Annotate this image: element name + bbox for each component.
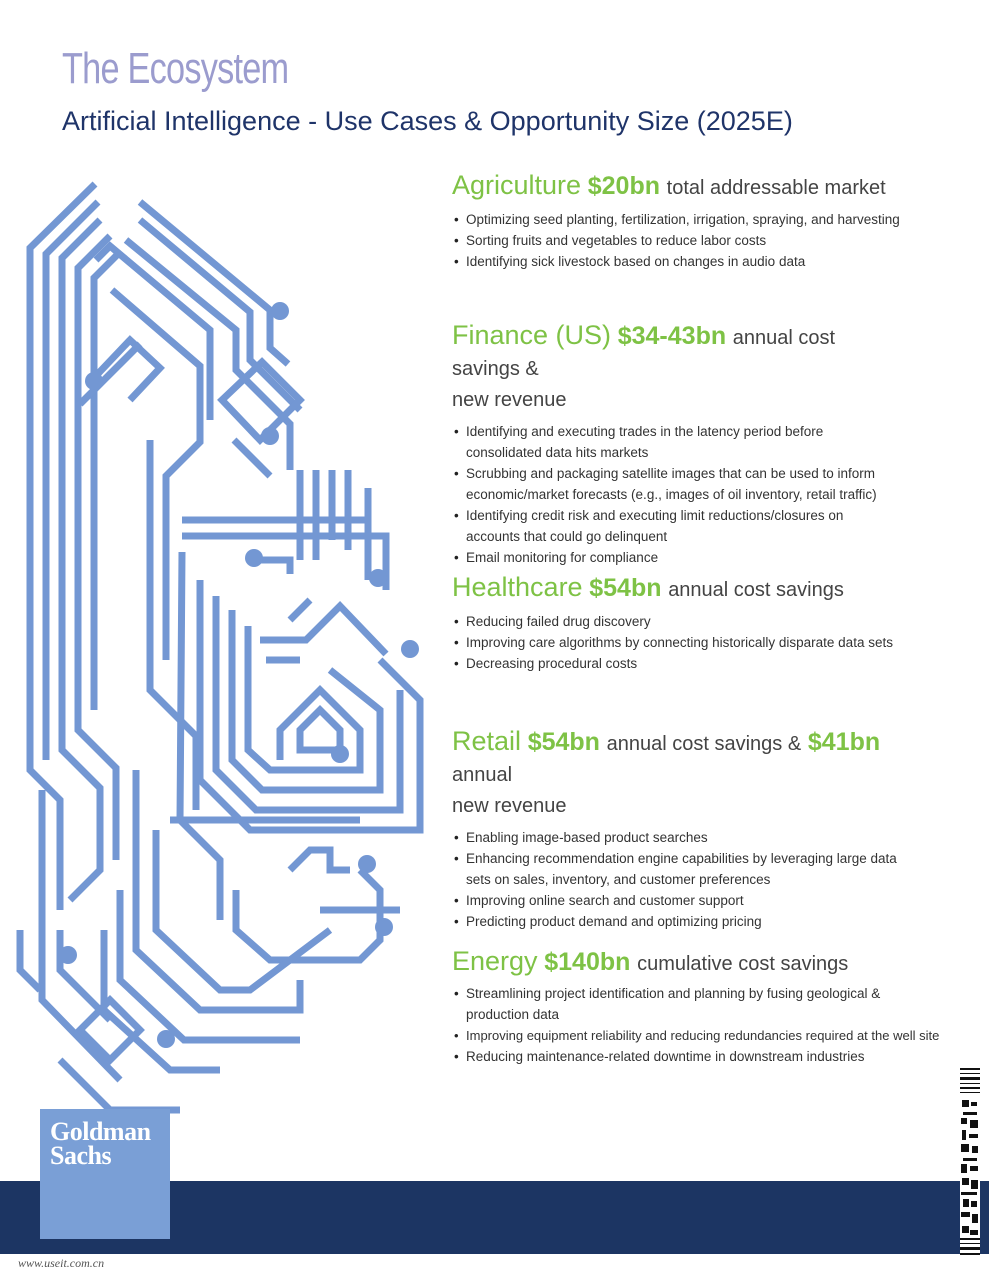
sector-name: Healthcare (452, 572, 583, 602)
bullet-list (452, 983, 952, 1067)
sector-amount-secondary: $41bn (807, 728, 881, 756)
list-item: • Identifying sick livestock based on changes in audio data (452, 251, 962, 272)
barcode-graphic (960, 1068, 980, 1256)
page-title: Artificial Intelligence - Use Cases & Opportunity Size (2025E) (62, 106, 793, 136)
sector-description: cumulative cost savings (637, 953, 849, 975)
list-item: • Predicting product demand and optimizing pricing (452, 911, 902, 932)
sector-name: Retail (452, 726, 522, 756)
section-heading (452, 320, 892, 415)
list-item: • Email monitoring for compliance (452, 547, 892, 568)
list-item: • Scrubbing and packaging satellite images that can be used to inform economic/market forecasts (e.g., images of oil inventory, retail traffic) (452, 463, 892, 505)
section-heading (452, 170, 962, 203)
list-item: • Identifying credit risk and executing limit reductions/closures on accounts that could go delinquent (452, 505, 892, 547)
section-finance (452, 320, 892, 568)
sector-name: Finance (US) (452, 320, 612, 350)
list-item: • Optimizing seed planting, fertilization, irrigation, spraying, and harvesting (452, 209, 962, 230)
section-retail (452, 726, 902, 932)
sector-description: total addressable market (666, 177, 886, 199)
section-energy (452, 946, 952, 1067)
list-item: • Enabling image-based product searches (452, 827, 902, 848)
sector-amount: $20bn (587, 172, 660, 200)
sector-description-tail: annual (452, 764, 513, 786)
section-heading (452, 726, 902, 821)
goldman-sachs-logo (40, 1109, 170, 1239)
section-title: The Ecosystem (62, 44, 289, 93)
list-item: • Identifying and executing trades in the latency period before consolidated data hits markets (452, 421, 892, 463)
section-heading (452, 572, 962, 605)
section-healthcare (452, 572, 962, 674)
list-item: • Reducing maintenance-related downtime in downstream industries (452, 1046, 952, 1067)
sector-description: annual cost savings & (606, 733, 802, 755)
watermark-url: www.useit.com.cn (18, 1256, 105, 1270)
sector-name: Energy (452, 946, 538, 976)
list-item: • Streamlining project identification and planning by fusing geological & production data (452, 983, 952, 1025)
bullet-list (452, 209, 962, 272)
list-item: • Decreasing procedural costs (452, 653, 962, 674)
list-item: • Improving equipment reliability and reducing redundancies required at the well site (452, 1025, 952, 1046)
sector-amount: $140bn (544, 948, 631, 976)
circuit-head-illustration (0, 170, 440, 1130)
bullet-list (452, 827, 902, 932)
sector-amount: $54bn (527, 728, 600, 756)
section-heading (452, 946, 952, 979)
sector-description: annual cost savings (668, 579, 844, 601)
list-item: • Improving online search and customer support (452, 890, 902, 911)
list-item: • Improving care algorithms by connecting historically disparate data sets (452, 632, 962, 653)
logo-line-2: Sachs (50, 1141, 112, 1170)
logo-line-1: Goldman (50, 1117, 151, 1146)
list-item: • Reducing failed drug discovery (452, 611, 962, 632)
sector-amount: $34-43bn (617, 322, 727, 350)
sector-description-cont: new revenue (452, 389, 567, 411)
sector-name: Agriculture (452, 170, 582, 200)
bullet-list (452, 611, 962, 674)
sector-description-cont: new revenue (452, 795, 567, 817)
sector-amount: $54bn (589, 574, 662, 602)
section-agriculture (452, 170, 962, 272)
sector-description: annual cost savings & (452, 327, 836, 380)
bullet-list (452, 421, 892, 568)
list-item: • Enhancing recommendation engine capabilities by leveraging large data sets on sales, inventory, and customer preferences (452, 848, 902, 890)
list-item: • Sorting fruits and vegetables to reduce labor costs (452, 230, 962, 251)
